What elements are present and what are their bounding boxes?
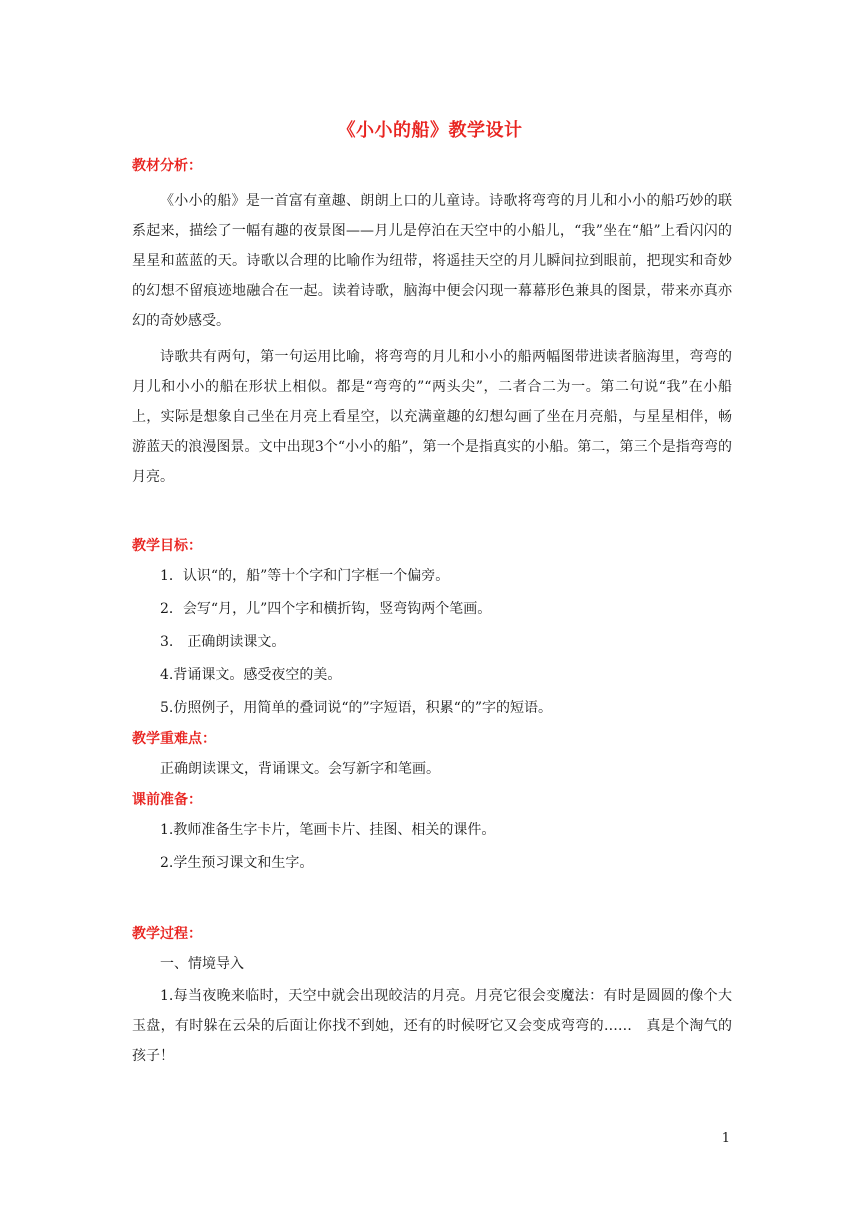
goal-item: 1．认识“的，船”等十个字和门字框一个偏旁。 (160, 568, 450, 584)
analysis-paragraph-2: 诗歌共有两句，第一句运用比喻，将弯弯的月儿和小小的船两幅图带进读者脑海里，弯弯的月儿和小小的船在形状上相似。都是“弯弯的”“两头尖”，二者合二为一。第二句说“我”在小船上，实际是想象自己坐在月亮上看星空，以充满童趣的幻想勾画了坐在月亮船，与星星相伴，畅游蓝天的浪漫图景。文中出现3个“小小的船”，第一个是指真实的小船。第二，第三个是指弯弯的月亮。 (132, 349, 732, 485)
preparation-item: 1.教师准备生字卡片，笔画卡片、挂图、相关的课件。 (160, 822, 496, 838)
goal-item: 2．会写“月，儿”四个字和横折钩，竖弯钩两个笔画。 (160, 601, 492, 617)
goals-heading: 教学目标： (132, 538, 202, 554)
preparation-item: 2.学生预习课文和生字。 (160, 855, 314, 871)
process-paragraph: 1.每当夜晚来临时，天空中就会出现皎洁的月亮。月亮它很会变魔法：有时是圆圆的像个大玉盘，有时躲在云朵的后面让你找不到她，还有的时候呀它又会变成弯弯的…… 真是个淘气的孩子！ (132, 988, 732, 1064)
key-points-text: 正确朗读课文，背诵课文。会写新字和笔画。 (160, 761, 440, 777)
process-subheading: 一、情境导入 (160, 956, 244, 972)
analysis-heading: 教材分析： (132, 158, 202, 174)
process-heading: 教学过程： (132, 926, 202, 942)
goal-item: 4.背诵课文。感受夜空的美。 (160, 667, 342, 683)
goal-item: 3. 正确朗读课文。 (160, 634, 286, 650)
goal-item: 5.仿照例子，用简单的叠词说“的”字短语，积累“的”字的短语。 (160, 700, 552, 716)
preparation-heading: 课前准备： (132, 792, 202, 808)
analysis-paragraph-1: 《小小的船》是一首富有童趣、朗朗上口的儿童诗。诗歌将弯弯的月儿和小小的船巧妙的联系起来，描绘了一幅有趣的夜景图——月儿是停泊在天空中的小船儿，“我”坐在“船”上看闪闪的星星和蓝蓝的天。诗歌以合理的比喻作为纽带，将遥挂天空的月儿瞬间拉到眼前，把现实和奇妙的幻想不留痕迹地融合在一起。读着诗歌，脑海中便会闪现一幕幕形色兼具的图景，带来亦真亦幻的奇妙感受。 (132, 193, 732, 329)
key-points-heading: 教学重难点： (132, 731, 216, 747)
page-number: 1 (721, 1131, 730, 1146)
document-body (132, 152, 732, 1071)
document-title: 《小小的船》教学设计 (337, 120, 523, 141)
